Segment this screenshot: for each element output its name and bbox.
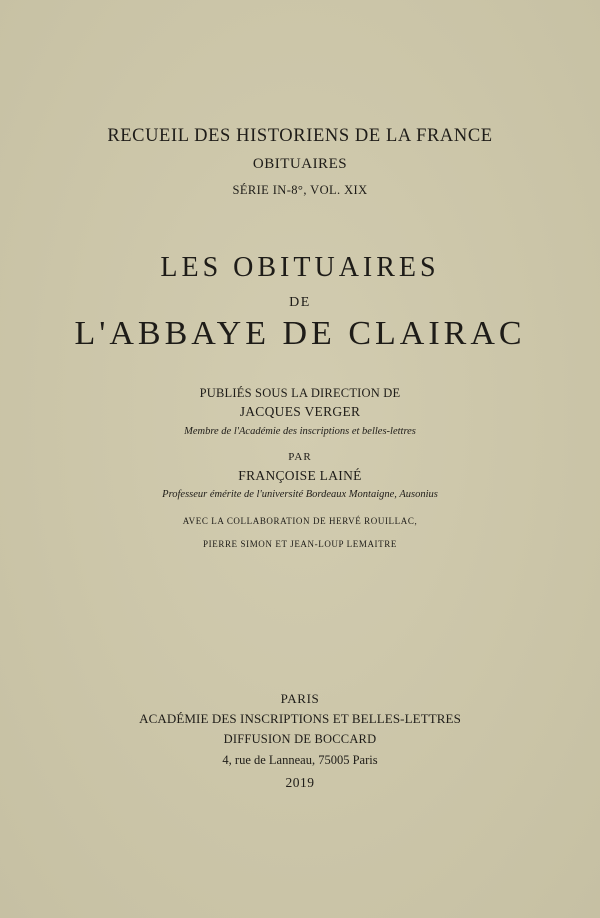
series-volume: SÉRIE IN-8°, VOL. XIX [232, 183, 368, 197]
imprint-distributor: DIFFUSION DE BOCCARD [223, 732, 377, 746]
imprint-city: PARIS [280, 691, 320, 706]
series-title: RECUEIL DES HISTORIENS DE LA FRANCE [107, 126, 493, 146]
series-subtitle: OBITUAIRES [252, 156, 348, 172]
published-under-label: PUBLIÉS SOUS LA DIRECTION DE [199, 386, 401, 400]
director-role: Membre de l'Académie des inscriptions et belles-lettres [184, 426, 416, 437]
book-title-connector: DE [289, 295, 311, 310]
collaboration-line-2: PIERRE SIMON ET JEAN-LOUP LEMAITRE [203, 539, 397, 549]
author-role: Professeur émérite de l'université Bordeaux Montaigne, Ausonius [162, 489, 438, 500]
book-title-line2: L'ABBAYE DE CLAIRAC [74, 315, 526, 352]
imprint-year: 2019 [285, 775, 315, 790]
director-name: JACQUES VERGER [239, 404, 361, 419]
by-label: PAR [288, 451, 312, 463]
collaboration-line-1: AVEC LA COLLABORATION DE HERVÉ ROUILLAC, [182, 516, 418, 526]
author-name: FRANÇOISE LAINÉ [238, 468, 362, 483]
imprint-address: 4, rue de Lanneau, 75005 Paris [222, 753, 378, 767]
book-title-line1: LES OBITUAIRES [160, 252, 440, 283]
imprint-publisher: ACADÉMIE DES INSCRIPTIONS ET BELLES-LETTRES [139, 711, 461, 726]
